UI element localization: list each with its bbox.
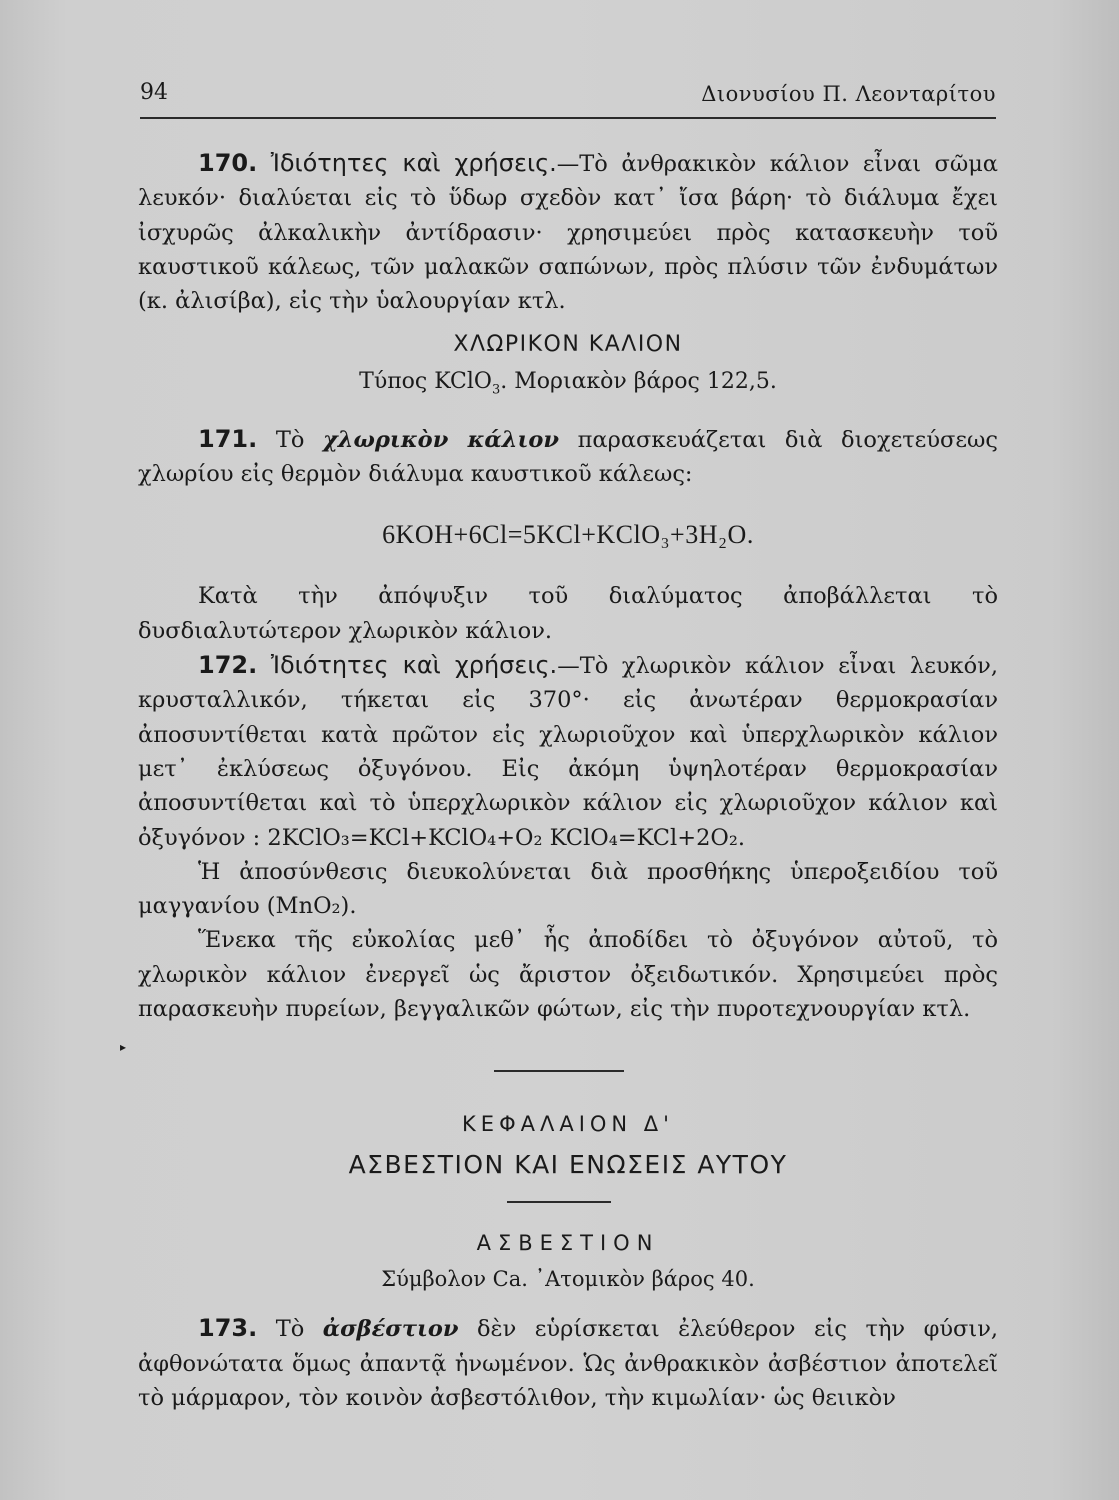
section-title-172: Ἰδιότητες καὶ χρήσεις. bbox=[270, 651, 558, 680]
formula-subscript: 3 bbox=[491, 382, 501, 398]
page-header bbox=[140, 80, 996, 120]
calcium-heading: ΑΣΒΕΣΤΙΟΝ bbox=[476, 1231, 660, 1256]
chloric-potassium-formula bbox=[138, 365, 998, 407]
paragraph-172 bbox=[138, 648, 998, 855]
term-chloric-potassium: χλωρικὸν κάλιον bbox=[322, 426, 560, 453]
chapter-title: ΑΣΒΕΣΤΙΟΝ ΚΑΙ ΕΝΩΣΕΙΣ ΑΥΤΟΥ bbox=[348, 1150, 788, 1180]
formula-prefix: Τύπος KClO bbox=[359, 369, 492, 395]
header-rule bbox=[140, 117, 996, 119]
section-number-171: 171. bbox=[198, 424, 258, 453]
page-number: 94 bbox=[140, 80, 168, 105]
paragraph-173 bbox=[138, 1311, 998, 1415]
section-text-172: —Τὸ χλωρικὸν κάλιον εἶναι λευκόν, κρυσταλλικόν, τήκεται εἰς 370°· εἰς ἀνωτέραν θερμοκρασίαν ἀποσυντίθεται κατὰ πρῶτον εἰς χλωριοῦχον καὶ ὑπερχλωρικὸν κάλιον μετ᾽ ἐκλύσεως ὀξυγόνου. Εἰς ἀκόμη ὑψηλοτέραν θερμοκρασίαν ἀποσυντίθεται καὶ τὸ ὑπερχλωρικὸν κάλιον εἰς χλωριοῦχον κάλιον καὶ ὀξυγόνον : 2KClO₃=KCl+KClO₄+O₂ KClO₄=KCl+2O₂. bbox=[138, 653, 998, 851]
paragraph-172-uses: Ἕνεκα τῆς εὐκολίας μεθ᾽ ἧς ἀποδίδει τὸ ὀξυγόνον αὐτοῦ, τὸ χλωρικὸν κάλιον ἐνεργεῖ ὡς ἄριστον ὀξειδωτικόν. Χρησιμεύει πρὸς παρασκευὴν πυρείων, βεγγαλικῶν φώτων, εἰς τὴν πυροτεχνουργίαν κτλ. bbox=[138, 927, 998, 1023]
chapter-divider bbox=[507, 1201, 611, 1203]
equation-171: 6KOH+6Cl=5KCl+KClO₃+3H₂O. bbox=[382, 520, 754, 550]
formula-suffix: . Μοριακὸν βάρος 122,5. bbox=[500, 369, 777, 395]
section-divider bbox=[494, 1070, 624, 1072]
margin-mark: ▸ bbox=[120, 1040, 127, 1054]
chapter-label: ΚΕΦΑΛΑΙΟΝ Δ' bbox=[462, 1112, 674, 1137]
section-number-173: 173. bbox=[198, 1314, 258, 1343]
term-calcium: ἀσβέστιον bbox=[322, 1316, 459, 1343]
paragraph-171-continued: Κατὰ τὴν ἀπόψυξιν τοῦ διαλύματος ἀποβάλλεται τὸ δυσδιαλυτώτερον χλωρικὸν κάλιον. bbox=[138, 583, 998, 644]
section-text-170: —Τὸ ἀνθρακικὸν κάλιον εἶναι σῶμα λευκόν· διαλύεται εἰς τὸ ὕδωρ σχεδὸν κατ᾽ ἴσα βάρη· τὸ διάλυμα ἔχει ἰσχυρῶς ἀλκαλικὴν ἀντίδρασιν· χρησιμεύει πρὸς κατασκευὴν τοῦ καυστικοῦ κάλεως, τῶν μαλακῶν σαπώνων, πρὸς πλύσιν τῶν ἐνδυμάτων (κ. ἀλισίβα), εἰς τὴν ὑαλουργίαν κτλ. bbox=[138, 151, 999, 315]
section-number-170: 170. bbox=[198, 149, 258, 177]
section-title-170: Ἰδιότητες καὶ χρήσεις. bbox=[270, 149, 557, 177]
paragraph-170 bbox=[138, 146, 998, 318]
running-head: Διονυσίου Π. Λεονταρίτου bbox=[701, 82, 996, 106]
section-text-171-after: παρασκευάζεται διὰ διοχετεύσεως χλωρίου εἰς θερμὸν διάλυμα καυστικοῦ κάλεως: bbox=[138, 426, 998, 488]
section-number-172: 172. bbox=[198, 651, 258, 680]
calcium-subtitle: Σύμβολον Ca. ᾽Ατομικὸν βάρος 40. bbox=[381, 1267, 755, 1292]
section-text-173-before: Τὸ bbox=[275, 1316, 305, 1343]
chloric-potassium-heading: ΧΛΩΡΙΚΟΝ ΚΑΛΙΟΝ bbox=[453, 332, 683, 358]
page-body bbox=[138, 140, 998, 1415]
section-text-173-after: δὲν εὑρίσκεται ἐλεύθερον εἰς τὴν φύσιν, ἀφθονώτατα ὅμως ἀπαντᾷ ἡνωμένον. Ὡς ἀνθρακικὸν ἀσβέστιον ἀποτελεῖ τὸ μάρμαρον, τὸν κοινὸν ἀσβεστόλιθον, τὴν κιμωλίαν· ὡς θειικὸν bbox=[138, 1316, 999, 1411]
paragraph-171 bbox=[138, 422, 998, 492]
section-text-171-before: Τὸ bbox=[275, 426, 305, 453]
paragraph-172-manganese: Ἡ ἀποσύνθεσις διευκολύνεται διὰ προσθήκης ὑπεροξειδίου τοῦ μαγγανίου (MnO₂). bbox=[138, 858, 998, 920]
